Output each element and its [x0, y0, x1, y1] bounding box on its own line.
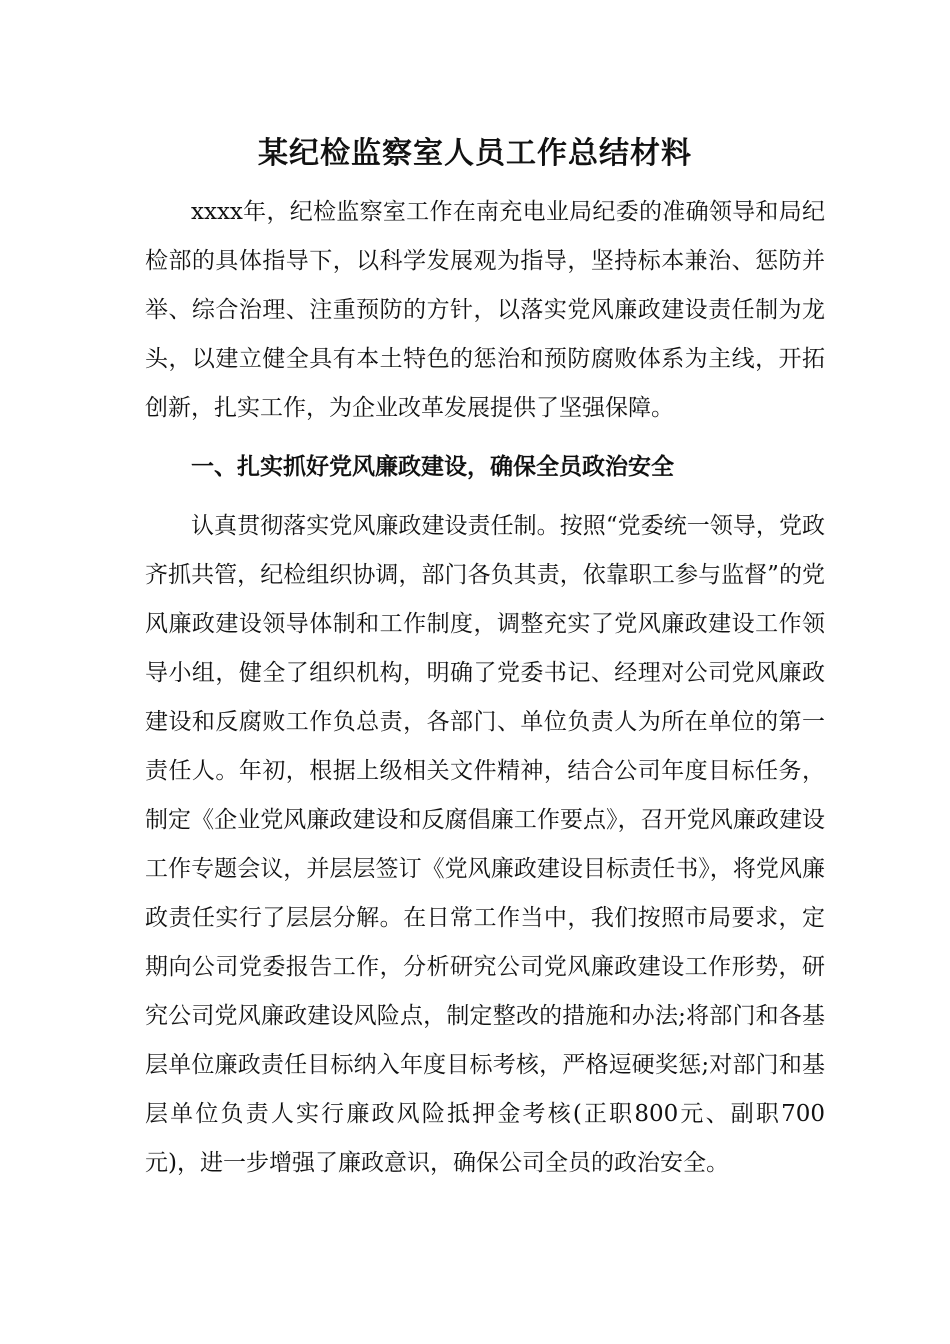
intro-paragraph: xxxx年，纪检监察室工作在南充电业局纪委的准确领导和局纪检部的具体指导下，以科学发展观为指导，坚持标本兼治、惩防并举、综合治理、注重预防的方针，以落实党风廉政建设责任制为龙头，以建立健全具有本土特色的惩治和预防腐败体系为主线，开拓创新，扎实工作，为企业改革发展提供了坚强保障。 — [145, 199, 825, 421]
document-title: 某纪检监察室人员工作总结材料 — [258, 136, 692, 171]
section-heading-1: 一、扎实抓好党风廉政建设，确保全员政治安全 — [191, 453, 674, 480]
section-1-paragraph: 认真贯彻落实党风廉政建设责任制。按照“党委统一领导，党政齐抓共管，纪检组织协调，部门各负其责，依靠职工参与监督”的党风廉政建设领导体制和工作制度，调整充实了党风廉政建设工作领导小组，健全了组织机构，明确了党委书记、经理对公司党风廉政建设和反腐败工作负总责，各部门、单位负责人为所在单位的第一责任人。年初，根据上级相关文件精神，结合公司年度目标任务，制定《企业党风廉政建设和反腐倡廉工作要点》，召开党风廉政建设工作专题会议，并层层签订《党风廉政建设目标责任书》，将党风廉政责任实行了层层分解。在日常工作当中，我们按照市局要求，定期向公司党委报告工作，分析研究公司党风廉政建设工作形势，研究公司党风廉政建设风险点，制定整改的措施和办法;将部门和各基层单位廉政责任目标纳入年度目标考核，严格逗硬奖惩;对部门和基层单位负责人实行廉政风险抵押金考核(正职800元、副职700元)，进一步增强了廉政意识，确保公司全员的政治安全。 — [145, 513, 825, 1176]
